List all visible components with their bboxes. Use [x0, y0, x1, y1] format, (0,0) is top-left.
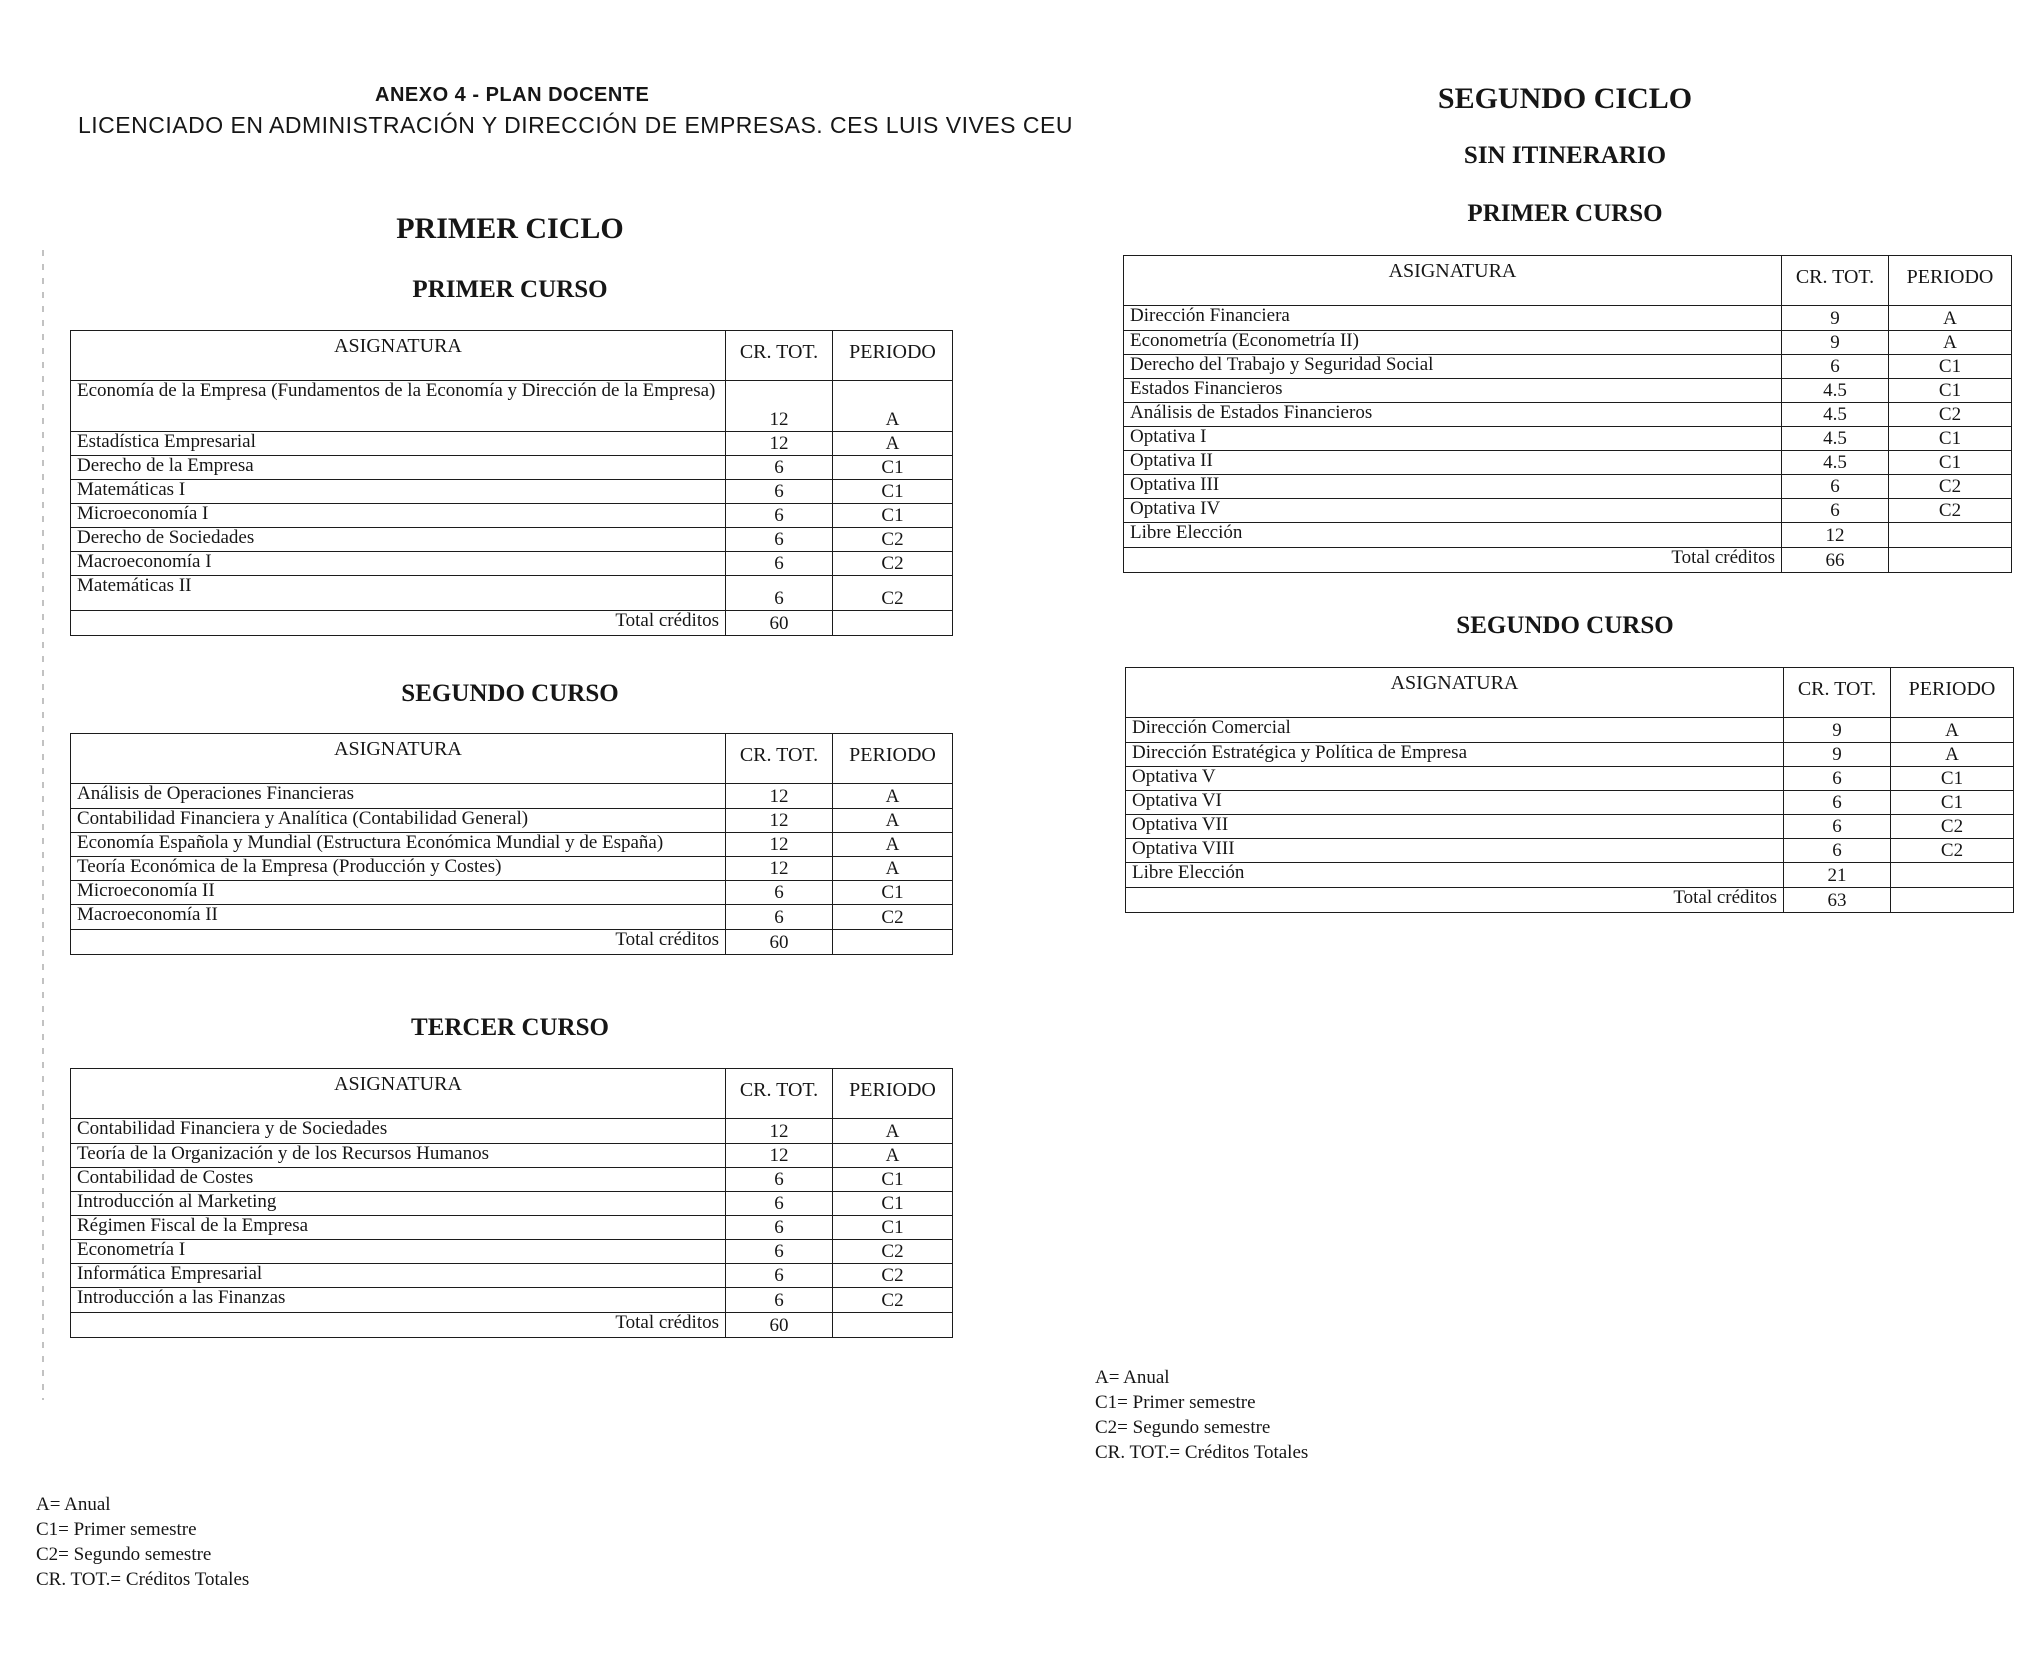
table-row: [1124, 499, 2012, 523]
period-cell: A: [833, 381, 953, 432]
sc-course1-title: PRIMER CURSO: [1467, 200, 1663, 227]
total-label: Total créditos: [71, 930, 726, 955]
credits-cell: 9: [1782, 306, 1889, 331]
period-cell: C1: [1889, 379, 2012, 403]
period-cell: [1889, 523, 2012, 548]
legend-c2: C2= Segundo semestre: [1095, 1417, 1271, 1438]
column-header-period: PERIODO: [833, 331, 953, 381]
period-cell: C1: [1891, 791, 2014, 815]
period-cell: C1: [833, 1216, 953, 1240]
legend-right: [1095, 1365, 1308, 1465]
table-row: [1124, 355, 2012, 379]
credits-cell: 12: [726, 1119, 833, 1144]
annex-title: ANEXO 4 - PLAN DOCENTE: [375, 84, 650, 106]
subject-cell: Derecho del Trabajo y Seguridad Social: [1124, 355, 1782, 379]
subject-cell: Optativa VII: [1126, 815, 1784, 839]
table-row: [71, 381, 953, 432]
legend-anual: A= Anual: [1095, 1367, 1170, 1388]
credits-cell: 6: [1784, 791, 1891, 815]
period-cell: C2: [1891, 815, 2014, 839]
scan-edge-artifact: [42, 250, 44, 1400]
legend-c1: C1= Primer semestre: [36, 1519, 197, 1540]
credits-cell: 12: [726, 432, 833, 456]
period-cell: C1: [1889, 427, 2012, 451]
credits-cell: 9: [1784, 743, 1891, 767]
credits-cell: 6: [1784, 839, 1891, 863]
total-label: Total créditos: [71, 611, 726, 636]
sc-course2-title: SEGUNDO CURSO: [1456, 612, 1674, 639]
credits-cell: 6: [1782, 499, 1889, 523]
table-row: [71, 784, 953, 809]
table-row: [71, 1240, 953, 1264]
period-cell: C2: [833, 528, 953, 552]
period-cell: A: [1889, 306, 2012, 331]
table-row: [71, 1119, 953, 1144]
credits-cell: 6: [1784, 767, 1891, 791]
subject-cell: Optativa V: [1126, 767, 1784, 791]
column-header-credits: CR. TOT.: [1784, 668, 1891, 718]
subject-cell: Estadística Empresarial: [71, 432, 726, 456]
subject-cell: Estados Financieros: [1124, 379, 1782, 403]
subject-cell: Derecho de la Empresa: [71, 456, 726, 480]
total-credits: 66: [1782, 548, 1889, 573]
total-label: Total créditos: [1124, 548, 1782, 573]
subject-cell: Optativa VIII: [1126, 839, 1784, 863]
subject-cell: Libre Elección: [1124, 523, 1782, 548]
period-cell: C2: [833, 1240, 953, 1264]
credits-cell: 12: [726, 857, 833, 881]
credits-cell: 6: [726, 1168, 833, 1192]
second-cycle-title: SEGUNDO CICLO: [1437, 82, 1693, 115]
table-row: [71, 1144, 953, 1168]
period-cell: C2: [833, 905, 953, 930]
period-cell: C2: [833, 1264, 953, 1288]
subject-cell: Introducción al Marketing: [71, 1192, 726, 1216]
table-row: [1126, 743, 2014, 767]
table-row: [1124, 451, 2012, 475]
subject-cell: Teoría Económica de la Empresa (Producción y Costes): [71, 857, 726, 881]
table-row: [1124, 523, 2012, 548]
column-header-credits: CR. TOT.: [726, 734, 833, 784]
credits-cell: 6: [1782, 355, 1889, 379]
period-cell: C2: [1889, 475, 2012, 499]
period-cell: C2: [1889, 403, 2012, 427]
subject-cell: Optativa IV: [1124, 499, 1782, 523]
table-row: [1124, 379, 2012, 403]
total-label: Total créditos: [1126, 888, 1784, 913]
column-header-subject: ASIGNATURA: [71, 734, 726, 784]
column-header-credits: CR. TOT.: [726, 331, 833, 381]
period-cell: [1891, 863, 2014, 888]
credits-cell: 6: [726, 1288, 833, 1313]
credits-cell: 6: [726, 576, 833, 611]
credits-cell: 4.5: [1782, 403, 1889, 427]
column-header-subject: ASIGNATURA: [1126, 668, 1784, 718]
subject-cell: Teoría de la Organización y de los Recursos Humanos: [71, 1144, 726, 1168]
table-row: [1126, 718, 2014, 743]
subject-cell: Optativa II: [1124, 451, 1782, 475]
subject-cell: Informática Empresarial: [71, 1264, 726, 1288]
subject-cell: Libre Elección: [1126, 863, 1784, 888]
legend-c2: C2= Segundo semestre: [36, 1544, 212, 1565]
credits-cell: 12: [1782, 523, 1889, 548]
credits-cell: 6: [726, 456, 833, 480]
table-row: [1124, 306, 2012, 331]
first-cycle-title: PRIMER CICLO: [396, 212, 624, 245]
credits-cell: 9: [1784, 718, 1891, 743]
fc-course3-table: [70, 1068, 953, 1338]
table-row: [1124, 475, 2012, 499]
period-cell: A: [833, 784, 953, 809]
subject-cell: Contabilidad Financiera y Analítica (Contabilidad General): [71, 809, 726, 833]
period-cell: A: [833, 1144, 953, 1168]
subject-cell: Contabilidad Financiera y de Sociedades: [71, 1119, 726, 1144]
legend-anual: A= Anual: [36, 1494, 111, 1515]
sc-course1-table: [1123, 255, 2012, 573]
period-cell: C1: [1889, 451, 2012, 475]
subject-cell: Microeconomía II: [71, 881, 726, 905]
table-row: [71, 905, 953, 930]
credits-cell: 6: [1782, 475, 1889, 499]
table-row: [71, 1168, 953, 1192]
period-cell: A: [833, 1119, 953, 1144]
period-cell: C2: [833, 1288, 953, 1313]
subject-cell: Dirección Estratégica y Política de Empresa: [1126, 743, 1784, 767]
subject-cell: Dirección Financiera: [1124, 306, 1782, 331]
total-credits: 60: [726, 1313, 833, 1338]
credits-cell: 4.5: [1782, 379, 1889, 403]
period-cell: C1: [833, 504, 953, 528]
total-label: Total créditos: [71, 1313, 726, 1338]
table-row: [71, 528, 953, 552]
column-header-subject: ASIGNATURA: [1124, 256, 1782, 306]
subject-cell: Análisis de Estados Financieros: [1124, 403, 1782, 427]
subject-cell: Introducción a las Finanzas: [71, 1288, 726, 1313]
table-row: [1124, 331, 2012, 355]
period-cell: C1: [833, 881, 953, 905]
subject-cell: Optativa VI: [1126, 791, 1784, 815]
table-row: [71, 576, 953, 611]
credits-cell: 6: [726, 504, 833, 528]
column-header-period: PERIODO: [1891, 668, 2014, 718]
table-row: [1124, 403, 2012, 427]
period-cell: A: [1891, 718, 2014, 743]
table-row: [1126, 815, 2014, 839]
credits-cell: 6: [726, 552, 833, 576]
subject-cell: Derecho de Sociedades: [71, 528, 726, 552]
subject-cell: Microeconomía I: [71, 504, 726, 528]
legend-c1: C1= Primer semestre: [1095, 1392, 1256, 1413]
table-row: [71, 1216, 953, 1240]
legend-left: [36, 1492, 249, 1592]
table-row: [1126, 863, 2014, 888]
column-header-subject: ASIGNATURA: [71, 331, 726, 381]
column-header-period: PERIODO: [833, 1069, 953, 1119]
fc-course2-table: [70, 733, 953, 955]
column-header-subject: ASIGNATURA: [71, 1069, 726, 1119]
table-row: [71, 857, 953, 881]
subject-cell: Econometría I: [71, 1240, 726, 1264]
table-row: [71, 504, 953, 528]
table-row: [71, 833, 953, 857]
table-row: [71, 480, 953, 504]
credits-cell: 12: [726, 1144, 833, 1168]
credits-cell: 12: [726, 381, 833, 432]
period-cell: C1: [833, 1192, 953, 1216]
subject-cell: Matemáticas II: [71, 576, 726, 611]
fc-course1-table: [70, 330, 953, 636]
total-period-empty: [833, 611, 953, 636]
table-row: [1126, 839, 2014, 863]
subject-cell: Macroeconomía I: [71, 552, 726, 576]
subject-cell: Dirección Comercial: [1126, 718, 1784, 743]
table-row: [71, 809, 953, 833]
column-header-credits: CR. TOT.: [726, 1069, 833, 1119]
period-cell: C1: [833, 456, 953, 480]
subject-cell: Régimen Fiscal de la Empresa: [71, 1216, 726, 1240]
total-period-empty: [1891, 888, 2014, 913]
credits-cell: 6: [726, 1264, 833, 1288]
subject-cell: Optativa III: [1124, 475, 1782, 499]
legend-crtot: CR. TOT.= Créditos Totales: [36, 1569, 250, 1590]
subject-cell: Matemáticas I: [71, 480, 726, 504]
total-credits: 60: [726, 930, 833, 955]
column-header-period: PERIODO: [1889, 256, 2012, 306]
table-row: [71, 432, 953, 456]
period-cell: A: [833, 809, 953, 833]
annex-subtitle: LICENCIADO EN ADMINISTRACIÓN Y DIRECCIÓN DE EMPRESAS. CES LUIS VIVES CEU: [78, 112, 1073, 138]
period-cell: C2: [833, 576, 953, 611]
credits-cell: 4.5: [1782, 427, 1889, 451]
table-row: [71, 1288, 953, 1313]
period-cell: C2: [1889, 499, 2012, 523]
subject-cell: Economía de la Empresa (Fundamentos de la Economía y Dirección de la Empresa): [71, 381, 726, 432]
credits-cell: 12: [726, 833, 833, 857]
total-period-empty: [833, 1313, 953, 1338]
credits-cell: 6: [726, 905, 833, 930]
period-cell: A: [833, 432, 953, 456]
period-cell: C2: [1891, 839, 2014, 863]
credits-cell: 6: [726, 1216, 833, 1240]
subject-cell: Econometría (Econometría II): [1124, 331, 1782, 355]
table-row: [71, 1264, 953, 1288]
period-cell: C2: [833, 552, 953, 576]
total-period-empty: [833, 930, 953, 955]
period-cell: C1: [1891, 767, 2014, 791]
period-cell: A: [833, 833, 953, 857]
table-row: [71, 456, 953, 480]
credits-cell: 12: [726, 809, 833, 833]
period-cell: A: [1891, 743, 2014, 767]
total-credits: 63: [1784, 888, 1891, 913]
credits-cell: 6: [726, 1240, 833, 1264]
fc-course2-title: SEGUNDO CURSO: [401, 680, 619, 707]
period-cell: C1: [833, 480, 953, 504]
table-row: [71, 881, 953, 905]
credits-cell: 6: [1784, 815, 1891, 839]
legend-crtot: CR. TOT.= Créditos Totales: [1095, 1442, 1309, 1463]
total-credits: 60: [726, 611, 833, 636]
period-cell: C1: [833, 1168, 953, 1192]
credits-cell: 12: [726, 784, 833, 809]
credits-cell: 6: [726, 1192, 833, 1216]
credits-cell: 9: [1782, 331, 1889, 355]
credits-cell: 6: [726, 881, 833, 905]
credits-cell: 6: [726, 480, 833, 504]
credits-cell: 4.5: [1782, 451, 1889, 475]
table-row: [71, 1192, 953, 1216]
total-period-empty: [1889, 548, 2012, 573]
subject-cell: Contabilidad de Costes: [71, 1168, 726, 1192]
credits-cell: 21: [1784, 863, 1891, 888]
fc-course3-title: TERCER CURSO: [411, 1014, 609, 1041]
table-row: [1126, 791, 2014, 815]
fc-course1-title: PRIMER CURSO: [412, 276, 608, 303]
table-row: [1124, 427, 2012, 451]
column-header-credits: CR. TOT.: [1782, 256, 1889, 306]
period-cell: A: [1889, 331, 2012, 355]
subject-cell: Economía Española y Mundial (Estructura Económica Mundial y de España): [71, 833, 726, 857]
sc-course2-table: [1125, 667, 2014, 913]
table-row: [1126, 767, 2014, 791]
period-cell: A: [833, 857, 953, 881]
itinerary-title: SIN ITINERARIO: [1463, 142, 1667, 169]
table-row: [71, 552, 953, 576]
subject-cell: Macroeconomía II: [71, 905, 726, 930]
subject-cell: Análisis de Operaciones Financieras: [71, 784, 726, 809]
credits-cell: 6: [726, 528, 833, 552]
column-header-period: PERIODO: [833, 734, 953, 784]
subject-cell: Optativa I: [1124, 427, 1782, 451]
period-cell: C1: [1889, 355, 2012, 379]
